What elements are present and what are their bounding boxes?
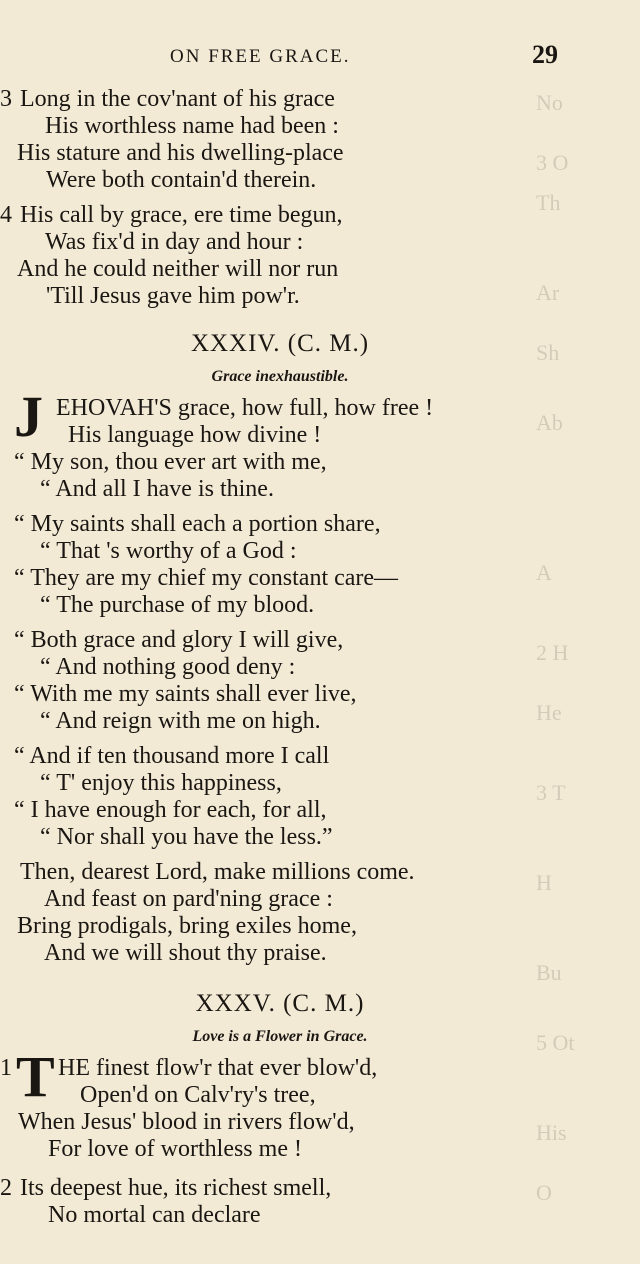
verse-line: His stature and his dwelling-place (17, 140, 344, 166)
verse-line: “ And all I have is thine. (40, 476, 274, 502)
drop-cap: J (14, 384, 43, 449)
verse-line: “ Both grace and glory I will give, (14, 627, 344, 653)
verse-line: “ And nothing good deny : (40, 654, 296, 680)
verse-number: 4 (0, 202, 12, 228)
verse-line: “ And if ten thousand more I call (14, 743, 330, 769)
verse-line: “ T' enjoy this happiness, (40, 770, 282, 796)
page-header (0, 40, 640, 80)
verse-line: And he could neither will nor run (17, 256, 339, 282)
verse-line: Was fix'd in day and hour : (45, 229, 304, 255)
verse-line: “ That 's worthy of a God : (40, 538, 297, 564)
verse-number: 3 (0, 86, 12, 112)
hymn-title: XXXIV. (C. M.) (190, 330, 370, 357)
verse-number: 1 (0, 1055, 12, 1081)
verse-line: “ My son, thou ever art with me, (14, 449, 327, 475)
hymn-title: XXXV. (C. M.) (195, 990, 365, 1017)
verse-line: And feast on pard'ning grace : (44, 886, 333, 912)
verse-line: “ With me my saints shall ever live, (14, 681, 357, 707)
verse-line: His worthless name had been : (45, 113, 339, 139)
verse-line: His call by grace, ere time begun, (20, 202, 343, 228)
hymn-subtitle: Grace inexhaustible. (211, 368, 349, 385)
verse-line: 'Till Jesus gave him pow'r. (46, 283, 300, 309)
verse-line: And we will shout thy praise. (44, 940, 327, 966)
verse-line: Then, dearest Lord, make millions come. (20, 859, 415, 885)
verse-line: “ They are my chief my constant care— (14, 565, 399, 591)
running-title: ON FREE GRACE. (170, 46, 351, 67)
bleed-through-text: No 3 O Th Ar Sh Ab A 2 H He 3 T H Bu 5 Ot His O (536, 90, 575, 1205)
verse-line: Long in the cov'nant of his grace (20, 86, 335, 112)
drop-cap: T (16, 1044, 55, 1109)
hymn-subtitle: Love is a Flower in Grace. (192, 1028, 368, 1045)
verse-line: When Jesus' blood in rivers flow'd, (18, 1109, 355, 1135)
verse-line: “ The purchase of my blood. (40, 592, 315, 618)
verse-line: “ Nor shall you have the less.” (40, 824, 333, 850)
verse-line: His language how divine ! (68, 422, 322, 448)
verse-line: HE finest flow'r that ever blow'd, (58, 1055, 378, 1081)
verse-line: Were both contain'd therein. (46, 167, 317, 193)
verse-line: “ My saints shall each a portion share, (14, 511, 381, 537)
verse-line: “ And reign with me on high. (40, 708, 321, 734)
verse-line: Bring prodigals, bring exiles home, (17, 913, 357, 939)
verse-line: EHOVAH'S grace, how full, how free ! (56, 395, 434, 421)
verse-line: “ I have enough for each, for all, (14, 797, 327, 823)
verse-line: Open'd on Calv'ry's tree, (80, 1082, 316, 1108)
page-number: 29 (532, 40, 558, 69)
verse-line: Its deepest hue, its richest smell, (20, 1175, 332, 1201)
verse-line: No mortal can declare (48, 1202, 261, 1228)
verse-line: For love of worthless me ! (48, 1136, 302, 1162)
verse-number: 2 (0, 1175, 12, 1201)
